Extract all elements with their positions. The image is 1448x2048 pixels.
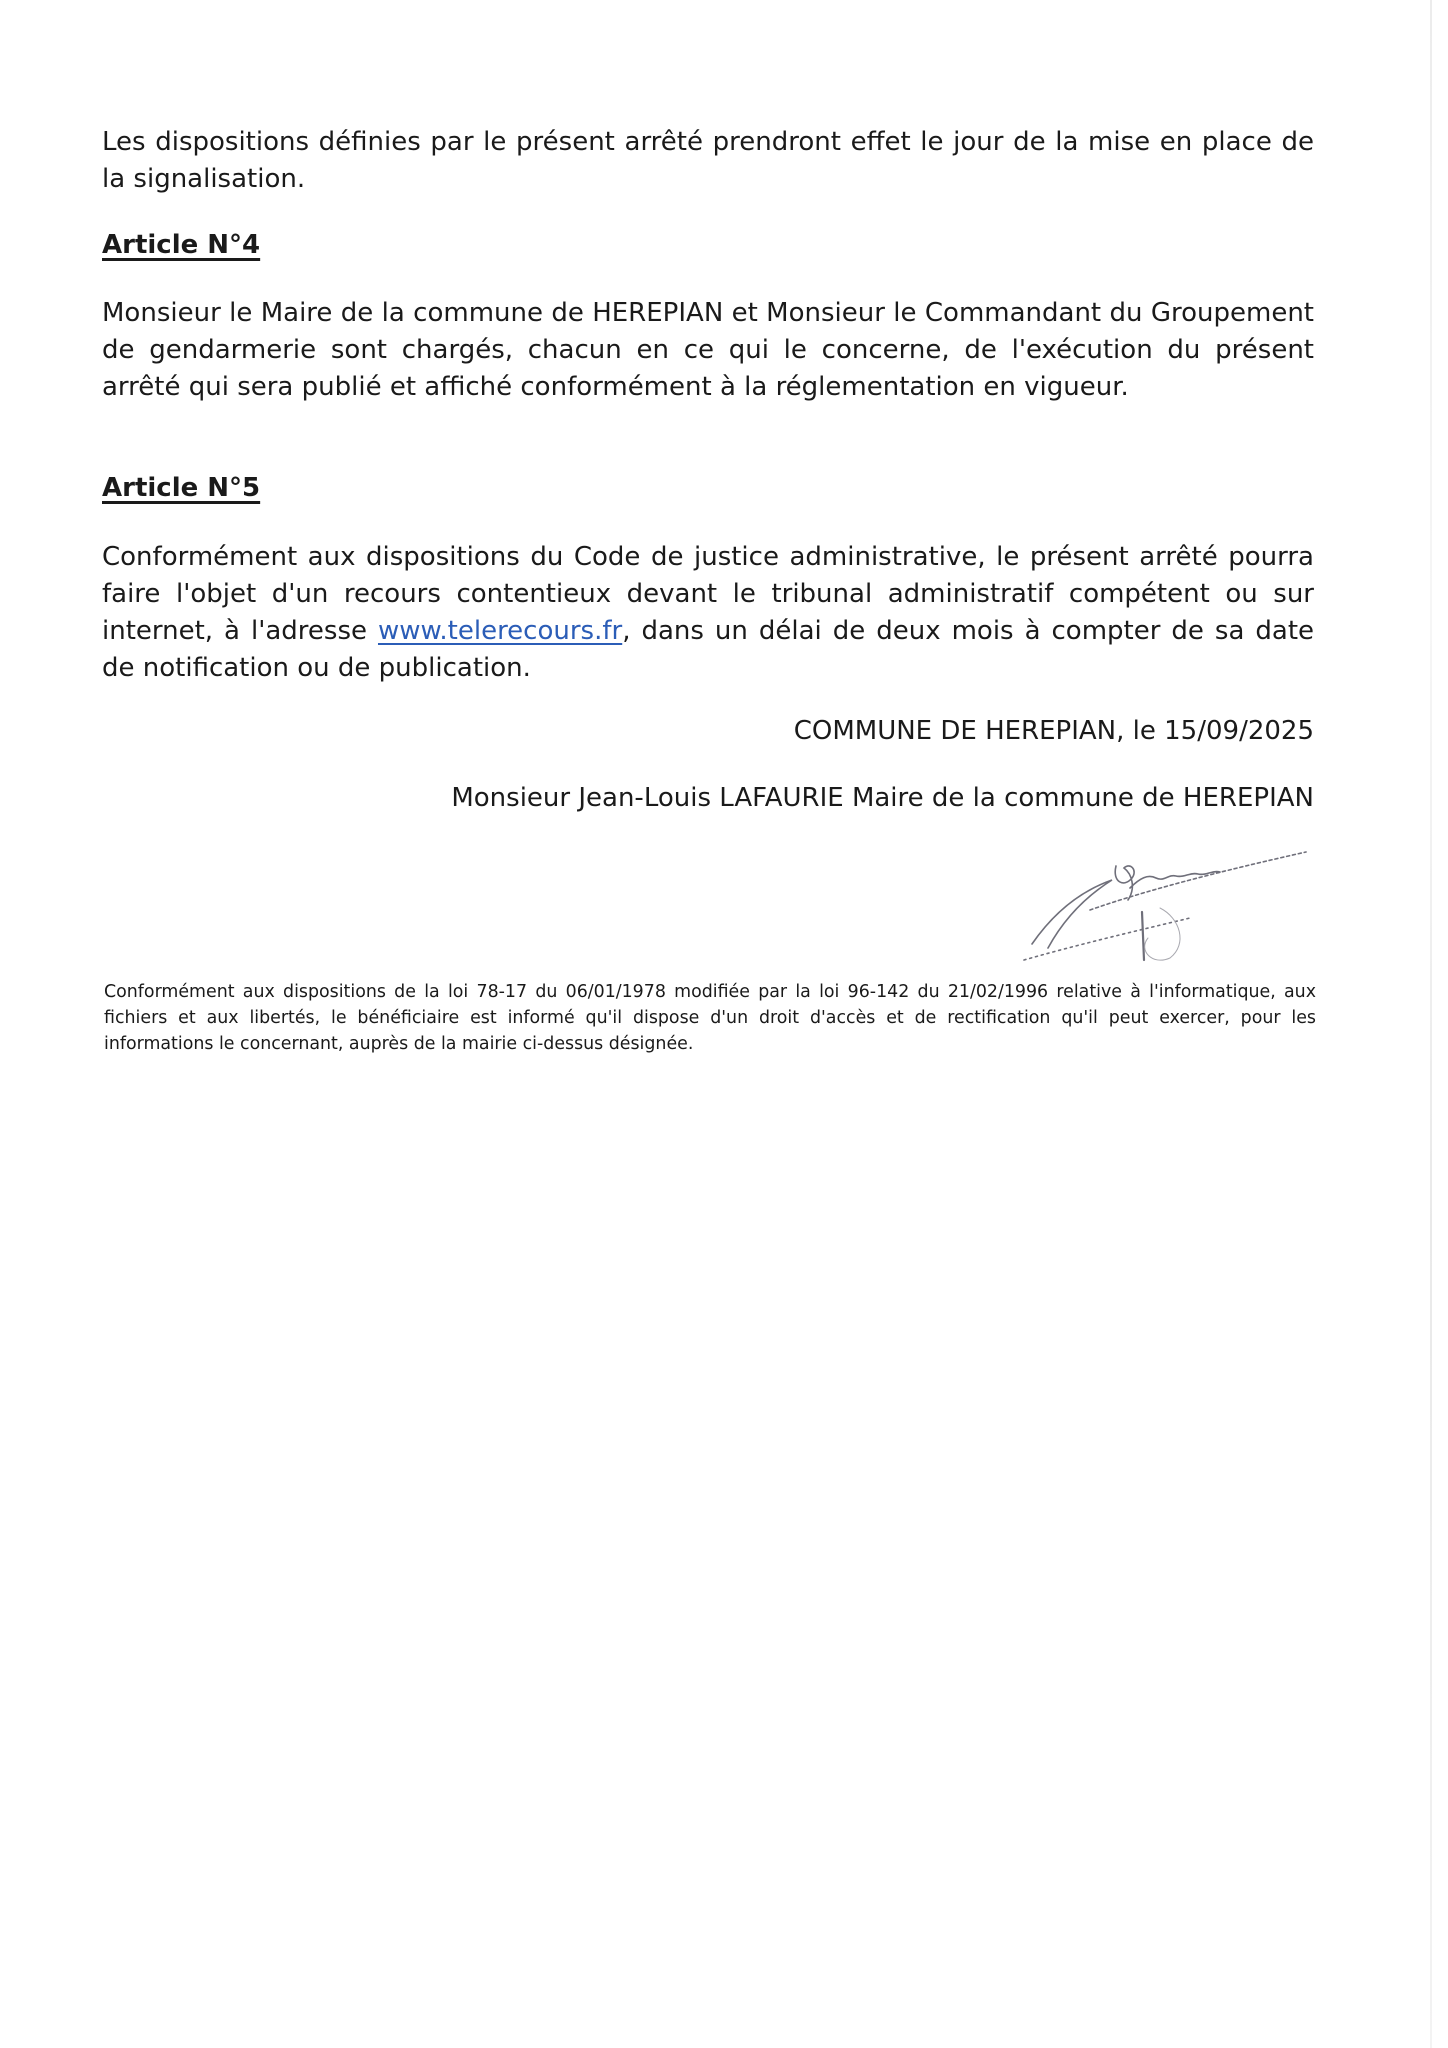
article-5-heading: Article N°5 <box>102 473 261 503</box>
scan-border <box>1430 0 1432 2048</box>
handwritten-signature <box>1020 848 1320 968</box>
article-5-paragraph <box>102 539 1314 687</box>
telerecours-link[interactable]: www.telerecours.fr <box>377 616 623 646</box>
article-5-text-end: , dans un délai de deux mois à compter de sa date de notification ou de publication. <box>102 616 1315 683</box>
place-date-line: COMMUNE DE HEREPIAN, le 15/09/2025 <box>793 716 1314 746</box>
article-4-paragraph: Monsieur le Maire de la commune de HEREPIAN et Monsieur le Commandant du Groupement de gendarmerie sont chargés, chacun en ce qui le concerne, de l'exécution du présent arrêté qui sera publié et affiché conformément à la réglementation en vigueur. <box>102 298 1314 402</box>
data-protection-note: Conformément aux dispositions de la loi 78-17 du 06/01/1978 modifiée par la loi 96-142 du 21/02/1996 relative à l'informatique, aux fichiers et aux libertés, le bénéficiaire est informé qu'il dispose d'un droit d'accès et de rectification qu'il peut exercer, pour les informations le concernant, auprès de la mairie ci-dessus désignée. <box>104 982 1316 1054</box>
article-5-text-start: Conformément aux dispositions du Code de justice administrative, le présent arrêté pourra faire l'objet d'un recours contentieux devant le tribunal administratif compétent ou sur internet, à l'adresse <box>102 542 1314 646</box>
signatory-line: Monsieur Jean-Louis LAFAURIE Maire de la commune de HEREPIAN <box>451 783 1314 813</box>
article-4-heading: Article N°4 <box>102 230 261 260</box>
effect-paragraph: Les dispositions définies par le présent arrêté prendront effet le jour de la mise en place de la signalisation. <box>102 127 1314 194</box>
